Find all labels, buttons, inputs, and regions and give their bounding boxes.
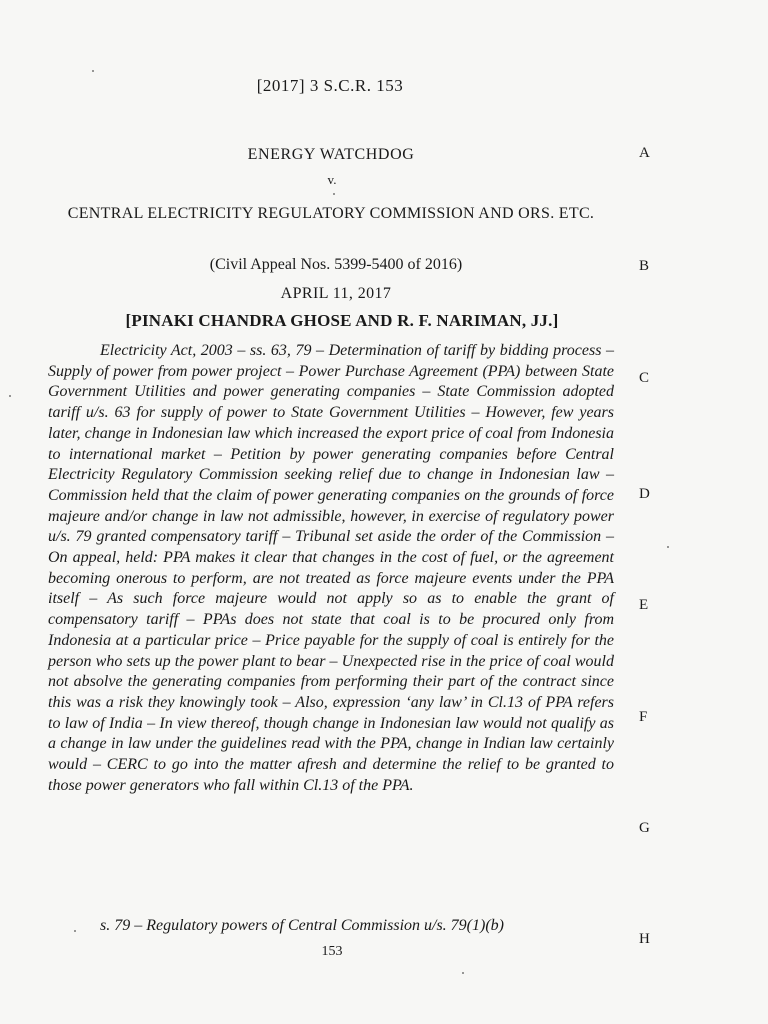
margin-marker-a: A [639, 145, 650, 161]
scan-speck [462, 972, 464, 974]
judgment-date: APRIL 11, 2017 [280, 285, 392, 302]
margin-marker-d: D [639, 486, 650, 502]
bench-judges: [PINAKI CHANDRA GHOSE AND R. F. NARIMAN, JJ.] [125, 311, 559, 330]
margin-marker-g: G [639, 820, 650, 836]
scan-speck [74, 930, 76, 932]
margin-marker-b: B [639, 258, 650, 274]
margin-marker-c: C [639, 370, 650, 386]
margin-marker-e: E [639, 597, 649, 613]
margin-marker-f: F [639, 709, 648, 725]
scan-speck [92, 70, 94, 72]
page-number: 153 [321, 944, 343, 959]
versus-label: v. [327, 172, 337, 187]
scan-speck [667, 546, 669, 548]
margin-marker-h: H [639, 931, 650, 947]
respondent-name: CENTRAL ELECTRICITY REGULATORY COMMISSION AND ORS. ETC. [67, 205, 595, 222]
appellant-name: ENERGY WATCHDOG [247, 146, 415, 163]
scan-speck [9, 395, 11, 397]
report-citation: [2017] 3 S.C.R. 153 [256, 76, 404, 95]
scan-speck [333, 193, 335, 195]
headnote-continuation: s. 79 – Regulatory powers of Central Commission u/s. 79(1)(b) [100, 917, 504, 934]
headnote-paragraph: Electricity Act, 2003 – ss. 63, 79 – Determination of tariff by bidding process – Supply of power from power project – Power Purchase Agreement (PPA) between State Government Utilities and power generating companies – State Commission adopted tariff u/s. 63 for supply of power to State Government Utilities – However, few years later, change in Indonesian law which increased the export price of coal from Indonesia to international market – Petition by power generating companies before Central Electricity Regulatory Commission seeking relief due to change in Indonesian law – Commission held that the claim of power generating companies on the grounds of force majeure and/or change in law not admissible, however, in exercise of regulatory power u/s. 79 granted compensatory tariff – Tribunal set aside the order of the Commission – On appeal, held: PPA makes it clear that changes in the cost of fuel, or the agreement becoming onerous to perform, are not treated as force majeure events under the PPA itself – As such force majeure would not apply so as to enable the grant of compensatory tariff – PPAs does not state that coal is to be procured only from Indonesia at a particular price – Price payable for the supply of coal is entirely for the person who sets up the power plant to bear – Unexpected rise in the price of coal would not absolve the generating companies from performing their part of the contract since this was a risk they knowingly took – Also, expression ‘any law’ in Cl.13 of PPA refers to law of India – In view thereof, though change in Indonesian law would not qualify as a change in law under the guidelines read with the PPA, change in Indian law certainly would – CERC to go into the matter afresh and determine the relief to be granted to those power generators who fall within Cl.13 of the PPA. [48, 342, 614, 794]
appeal-numbers: (Civil Appeal Nos. 5399-5400 of 2016) [209, 256, 463, 273]
